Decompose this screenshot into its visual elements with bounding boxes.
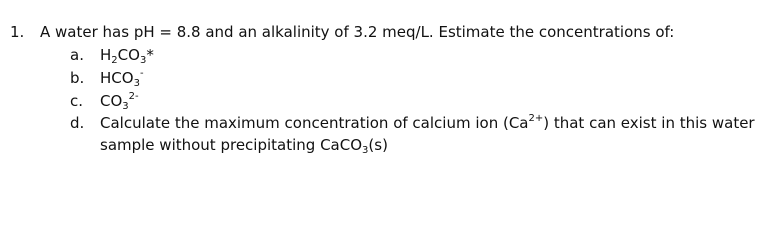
part-b-marker: b. bbox=[70, 69, 85, 87]
part-d-line2-sub: 3 bbox=[362, 145, 369, 156]
question-number: 1. bbox=[10, 23, 25, 41]
part-a-formula-sub2: 3 bbox=[139, 55, 147, 66]
part-b-formula-base: HCO bbox=[100, 69, 134, 87]
part-d-line1-before: Calculate the maximum concentration of calcium ion (Ca bbox=[100, 114, 529, 132]
part-a-formula-mid: CO bbox=[117, 46, 140, 64]
part-a-formula-suffix: * bbox=[146, 46, 154, 64]
part-d-line1 bbox=[100, 113, 755, 133]
part-c-formula-base: CO bbox=[100, 92, 123, 110]
question-stem: A water has pH = 8.8 and an alkalinity of 3.2 meq/L. Estimate the concentrations of: bbox=[40, 23, 675, 41]
part-a-marker: a. bbox=[70, 46, 84, 64]
part-d-line1-charge: 2+ bbox=[528, 113, 544, 124]
part-d-marker: d. bbox=[70, 114, 85, 132]
part-a-formula-sub1: 2 bbox=[111, 55, 118, 66]
part-b-formula-sub: 3 bbox=[133, 78, 140, 89]
part-c-formula-sub: 3 bbox=[122, 101, 129, 112]
part-d-line2-after: (s) bbox=[368, 136, 388, 154]
part-d-line1-after: ) that can exist in this water bbox=[543, 114, 755, 132]
part-c-formula bbox=[100, 91, 139, 111]
part-b-formula bbox=[100, 68, 144, 88]
part-d-line2 bbox=[100, 135, 388, 155]
part-c-marker: c. bbox=[70, 92, 84, 110]
part-b-formula-charge: - bbox=[139, 68, 144, 79]
part-d-line2-before: sample without precipitating CaCO bbox=[100, 136, 363, 154]
part-a-formula bbox=[100, 45, 154, 65]
part-c-formula-charge: 2- bbox=[128, 91, 139, 102]
part-a-formula-base: H bbox=[100, 46, 112, 64]
